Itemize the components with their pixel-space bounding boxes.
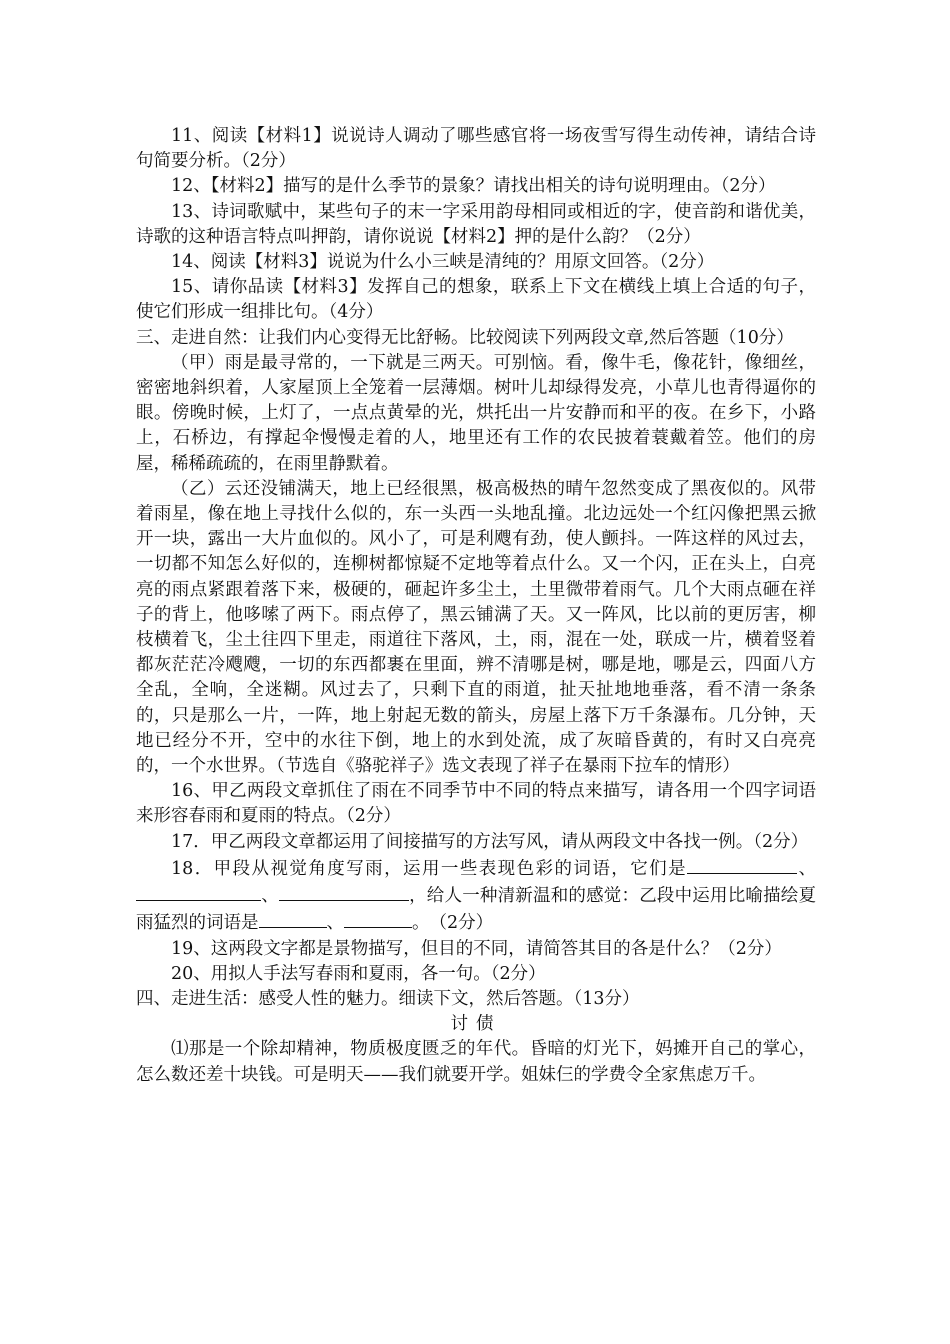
q18-text-2: ，给人一种清新温和的感觉：乙段中运用比喻描绘夏雨猛烈的词语是	[136, 886, 817, 934]
q18-sep-2: 、	[261, 886, 279, 907]
answer-blank-4[interactable]	[259, 909, 327, 928]
story-title: 讨债	[450, 1014, 502, 1035]
question-20: 20、用拟人手法写春雨和夏雨，各一句。（2分）	[171, 963, 546, 984]
question-12: 12、【材料2】描写的是什么季节的景象？请找出相关的诗句说明理由。（2分）	[171, 176, 776, 197]
question-17: 17．甲乙两段文章都运用了间接描写的方法写风，请从两段文中各找一例。（2分）	[171, 831, 809, 852]
answer-blank-1[interactable]	[687, 855, 797, 874]
passage-a: （甲）雨是最寻常的，一下就是三两天。可别恼。看，像牛毛，像花针，像细丝，密密地斜织着，人家屋顶上全笼着一层薄烟。树叶儿却绿得发亮，小草儿也青得逼你的眼。傍晚时候，上灯了，一点点黄晕的光，烘托出一片安静而和平的夜。在乡下，小路上，石桥边，有撑起伞慢慢走着的人，地里还有工作的农民披着蓑戴着笠。他们的房屋，稀稀疏疏的，在雨里静默着。	[136, 352, 816, 474]
answer-blank-2[interactable]	[136, 882, 261, 901]
q18-sep-1: 、	[797, 858, 816, 879]
question-14: 14、阅读【材料3】说说为什么小三峡是清纯的？用原文回答。（2分）	[171, 252, 715, 273]
question-16: 16、甲乙两段文章抓住了雨在不同季节中不同的特点来描写，请各用一个四字词语来形容春雨和夏雨的特点。（2分）	[136, 781, 816, 827]
story-paragraph-1: ⑴那是一个除却精神，物质极度匮乏的年代。昏暗的灯光下，妈摊开自己的掌心，怎么数还差十块钱。可是明天——我们就要开学。姐妹仨的学费令全家焦虑万千。	[136, 1039, 816, 1085]
document-page	[136, 124, 816, 1088]
question-18	[136, 855, 816, 937]
q18-sep-3: 、	[326, 913, 344, 934]
answer-blank-3[interactable]	[279, 882, 409, 901]
question-19: 19、这两段文字都是景物描写，但目的不同，请简答其目的各是什么？（2分）	[171, 938, 782, 959]
section-3-heading: 三、走进自然：让我们内心变得无比舒畅。比较阅读下列两段文章,然后答题（10分）	[136, 327, 794, 348]
question-11: 11、阅读【材料1】说说诗人调动了哪些感官将一场夜雪写得生动传神，请结合诗句简要分析。（2分）	[136, 126, 816, 172]
question-15: 15、请你品读【材料3】发挥自己的想象，联系上下文在横线上填上合适的句子，使它们形成一组排比句。（4分）	[136, 277, 816, 323]
section-4-heading: 四、走进生活：感受人性的魅力。细读下文，然后答题。（13分）	[136, 988, 640, 1009]
q18-text-3: 。 （2分）	[412, 913, 494, 934]
q18-text-1: 18．甲段从视觉角度写雨，运用一些表现色彩的词语，它们是	[171, 858, 688, 879]
answer-blank-5[interactable]	[344, 909, 412, 928]
question-13: 13、诗词歌赋中，某些句子的末一字采用韵母相同或相近的字，使音韵和谐优美，诗歌的这种语言特点叫押韵，请你说说【材料2】押的是什么韵？（2分）	[136, 201, 816, 247]
passage-b: （乙）云还没铺满天，地上已经很黑，极高极热的晴午忽然变成了黑夜似的。风带着雨星，像在地上寻找什么似的，东一头西一头地乱撞。北边远处一个红闪像把黑云掀开一块，露出一大片血似的。风小了，可是利飕有劲，使人颤抖。一阵这样的风过去，一切都不知怎么好似的，连柳树都惊疑不定地等着点什么。又一个闪，正在头上，白亮亮的雨点紧跟着落下来，极硬的，砸起许多尘土，土里微带着雨气。几个大雨点砸在祥子的背上，他哆嗦了两下。雨点停了，黑云铺满了天。又一阵风，比以前的更厉害，柳枝横着飞，尘土往四下里走，雨道往下落风，土，雨，混在一处，联成一片，横着竖着都灰茫茫冷飕飕，一切的东西都裹在里面，辨不清哪是树，哪是地，哪是云，四面八方全乱，全响，全迷糊。风过去了，只剩下直的雨道，扯天扯地地垂落，看不清一条条的，只是那么一片，一阵，地上射起无数的箭头，房屋上落下万千条瀑布。几分钟，天地已经分不开，空中的水往下倒，地上的水到处流，成了灰暗昏黄的，有时又白亮亮的，一个水世界。（节选自《骆驼祥子》选文表现了祥子在暴雨下拉车的情形）	[136, 478, 816, 777]
